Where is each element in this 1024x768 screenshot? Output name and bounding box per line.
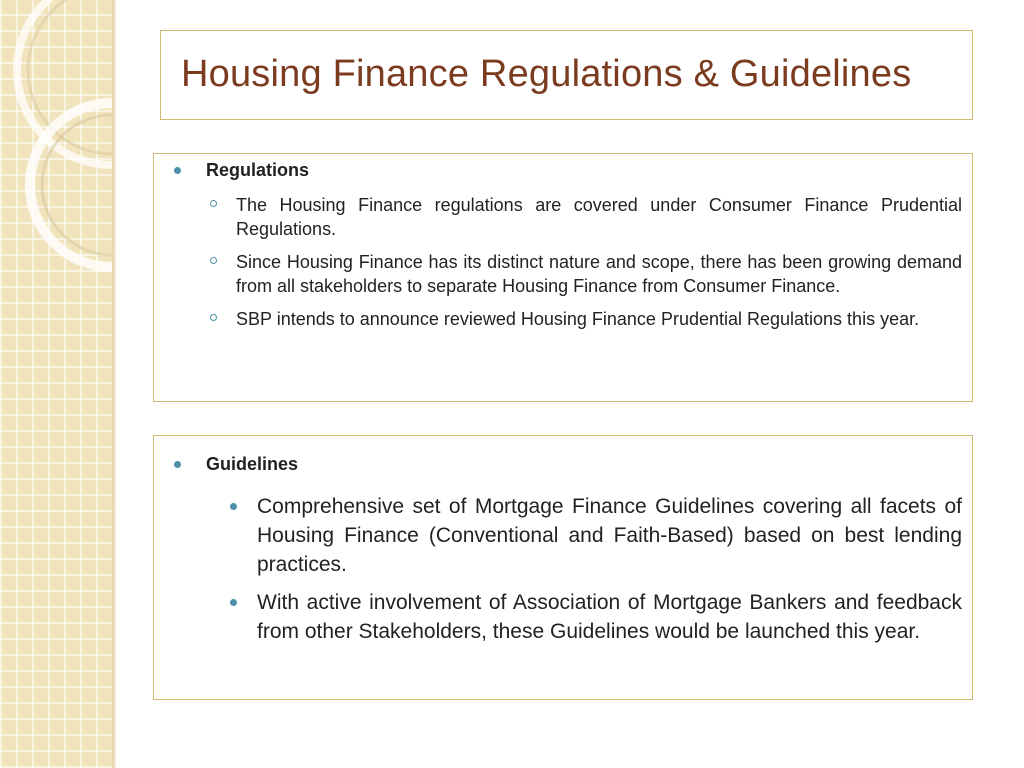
bullet-dot-icon xyxy=(174,461,181,468)
bullet-dot-icon xyxy=(230,599,237,606)
regulations-box xyxy=(153,153,973,402)
list-item xyxy=(236,307,962,331)
bullet-dot-icon xyxy=(174,167,181,174)
list-item xyxy=(257,492,962,579)
list-item xyxy=(236,250,962,298)
ring-bullet-icon xyxy=(210,200,217,207)
decorative-side-strip xyxy=(0,0,114,768)
list-item-text: Comprehensive set of Mortgage Finance Guidelines covering all facets of Housing Finance (Conventional and Faith-Based) based on best lending practices. xyxy=(257,495,962,576)
ring-bullet-icon xyxy=(210,314,217,321)
ring-bullet-icon xyxy=(210,257,217,264)
list-item-text: Since Housing Finance has its distinct nature and scope, there has been growing demand from all stakeholders to separate Housing Finance from Consumer Finance. xyxy=(236,252,962,296)
guidelines-heading-text: Guidelines xyxy=(206,454,299,474)
guidelines-heading xyxy=(174,454,298,475)
list-item-text: SBP intends to announce reviewed Housing Finance Prudential Regulations this year. xyxy=(236,309,920,329)
side-strip-edge xyxy=(112,0,116,768)
regulations-heading-text: Regulations xyxy=(206,160,310,180)
regulations-heading xyxy=(174,160,309,181)
list-item-text: With active involvement of Association of Mortgage Bankers and feedback from other Stakeholders, these Guidelines would be launched this year. xyxy=(257,591,962,643)
guidelines-box xyxy=(153,435,973,700)
slide-title: Housing Finance Regulations & Guidelines xyxy=(181,53,912,95)
list-item xyxy=(236,193,962,241)
list-item-text: The Housing Finance regulations are covered under Consumer Finance Prudential Regulations. xyxy=(236,195,962,239)
regulations-list xyxy=(236,193,962,340)
decorative-rings xyxy=(0,0,114,768)
title-box xyxy=(160,30,973,120)
bullet-dot-icon xyxy=(230,503,237,510)
guidelines-list xyxy=(236,492,962,655)
list-item xyxy=(257,588,962,646)
